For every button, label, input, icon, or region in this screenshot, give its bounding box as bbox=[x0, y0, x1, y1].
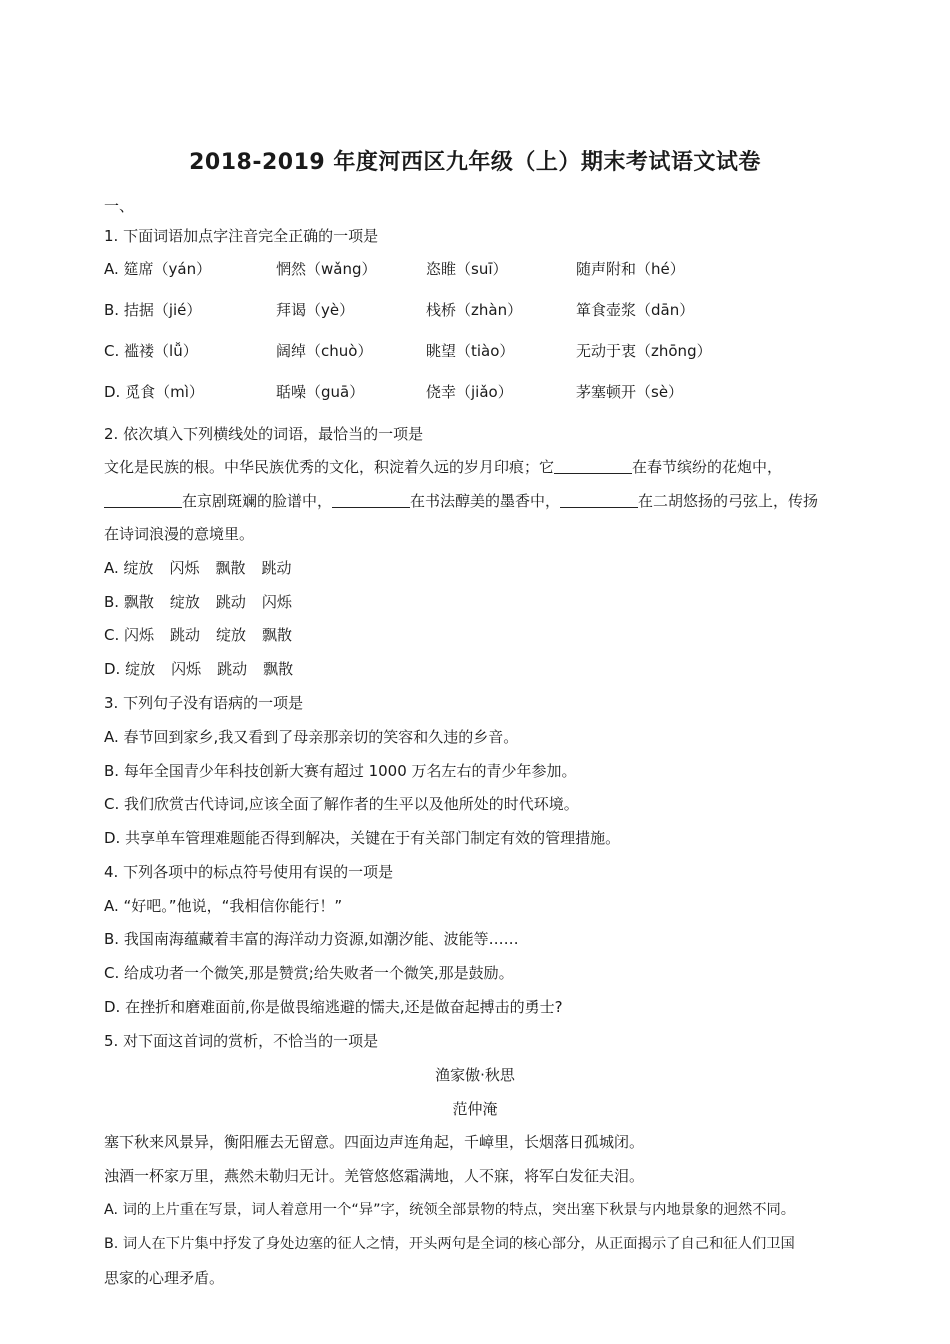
q2-passage-line1: 文化是民族的根。中华民族优秀的文化，积淀着久远的岁月印痕；它 在春节缤纷的花炮中， bbox=[104, 458, 783, 476]
q1-c-word1: C. 褴褛（lǚ） bbox=[104, 342, 198, 360]
q4-option-d: D. 在挫折和磨难面前,你是做畏缩逃避的懦夫,还是做奋起搏击的勇士? bbox=[104, 998, 563, 1016]
q1-a-word4: 随声附和（hé） bbox=[576, 260, 685, 278]
q1-d-word1: D. 觅食（mì） bbox=[104, 383, 204, 401]
q1-c-word2: 阔绰（chuò） bbox=[276, 342, 373, 360]
q2-passage-line2: 在京剧斑斓的脸谱中， 在书法醇美的墨香中， 在二胡悠扬的弓弦上，传扬 bbox=[104, 491, 818, 511]
q1-a-word3: 恣睢（suī） bbox=[426, 260, 508, 278]
section-label: 一、 bbox=[104, 197, 135, 215]
q2-option-a: A. 绽放 闪烁 飘散 跳动 bbox=[104, 559, 292, 577]
q1-option-b bbox=[104, 300, 864, 320]
q3-option-b: B. 每年全国青少年科技创新大赛有超过 1000 万名左右的青少年参加。 bbox=[104, 762, 577, 780]
q1-a-word1: A. 筵席（yán） bbox=[104, 260, 212, 278]
q1-option-a bbox=[104, 259, 864, 279]
poem-line-1: 塞下秋来风景异，衡阳雁去无留意。四面边声连角起，千嶂里，长烟落日孤城闭。 bbox=[104, 1133, 645, 1151]
q1-d-word4: 茅塞顿开（sè） bbox=[576, 383, 684, 401]
q1-c-word4: 无动于衷（zhōng） bbox=[576, 342, 712, 360]
q1-b-word1: B. 拮据（jié） bbox=[104, 301, 202, 319]
q1-d-word2: 聒噪（guā） bbox=[276, 383, 365, 401]
q5-option-a: A. 词的上片重在写景，词人着意用一个“异”字，统领全部景物的特点，突出塞下秋景与内地景象的迥然不同。 bbox=[104, 1202, 796, 1218]
blank-1 bbox=[554, 457, 632, 474]
q4-option-c: C. 给成功者一个微笑,那是赞赏;给失败者一个微笑,那是鼓励。 bbox=[104, 964, 514, 982]
q2-option-c: C. 闪烁 跳动 绽放 飘散 bbox=[104, 626, 293, 644]
q3-option-d: D. 共享单车管理难题能否得到解决，关键在于有关部门制定有效的管理措施。 bbox=[104, 829, 621, 847]
q1-option-d bbox=[104, 382, 864, 402]
q2-option-b: B. 飘散 绽放 跳动 闪烁 bbox=[104, 593, 292, 611]
q3-stem: 3. 下列句子没有语病的一项是 bbox=[104, 694, 304, 712]
q5-stem: 5. 对下面这首词的赏析，不恰当的一项是 bbox=[104, 1032, 379, 1050]
q1-d-word3: 侥幸（jiǎo） bbox=[426, 383, 513, 401]
q1-b-word2: 拜谒（yè） bbox=[276, 301, 355, 319]
q2-option-d: D. 绽放 闪烁 跳动 飘散 bbox=[104, 660, 294, 678]
q1-option-c bbox=[104, 341, 864, 361]
q1-c-word3: 眺望（tiào） bbox=[426, 342, 515, 360]
q1-stem: 1. 下面词语加点字注音完全正确的一项是 bbox=[104, 227, 379, 245]
poem-title: 渔家傲·秋思 bbox=[435, 1066, 515, 1084]
q3-option-a: A. 春节回到家乡,我又看到了母亲那亲切的笑容和久违的乡音。 bbox=[104, 728, 519, 746]
page-title: 2018-2019 年度河西区九年级（上）期末考试语文试卷 bbox=[189, 150, 761, 175]
poem-author: 范仲淹 bbox=[452, 1100, 498, 1118]
q5-option-b-cont: 思家的心理矛盾。 bbox=[104, 1269, 225, 1287]
poem-line-2: 浊酒一杯家万里，燕然未勒归无计。羌管悠悠霜满地，人不寐，将军白发征夫泪。 bbox=[104, 1167, 645, 1185]
q1-a-word2: 惘然（wǎng） bbox=[276, 260, 377, 278]
q2-passage-line3: 在诗词浪漫的意境里。 bbox=[104, 525, 255, 543]
q4-stem: 4. 下列各项中的标点符号使用有误的一项是 bbox=[104, 863, 394, 881]
blank-4 bbox=[560, 491, 638, 508]
q4-option-a: A. “好吧。”他说，“我相信你能行！” bbox=[104, 897, 343, 915]
q3-option-c: C. 我们欣赏古代诗词,应该全面了解作者的生平以及他所处的时代环境。 bbox=[104, 795, 579, 813]
q4-option-b: B. 我国南海蕴藏着丰富的海洋动力资源,如潮汐能、波能等…… bbox=[104, 930, 519, 948]
q1-b-word4: 箪食壶浆（dān） bbox=[576, 301, 695, 319]
blank-3 bbox=[332, 491, 410, 508]
q1-b-word3: 栈桥（zhàn） bbox=[426, 301, 523, 319]
q5-option-b: B. 词人在下片集中抒发了身处边塞的征人之情，开头两句是全词的核心部分，从正面揭示了自己和征人们卫国 bbox=[104, 1236, 795, 1252]
q2-stem: 2. 依次填入下列横线处的词语，最恰当的一项是 bbox=[104, 425, 424, 443]
blank-2 bbox=[104, 491, 182, 508]
